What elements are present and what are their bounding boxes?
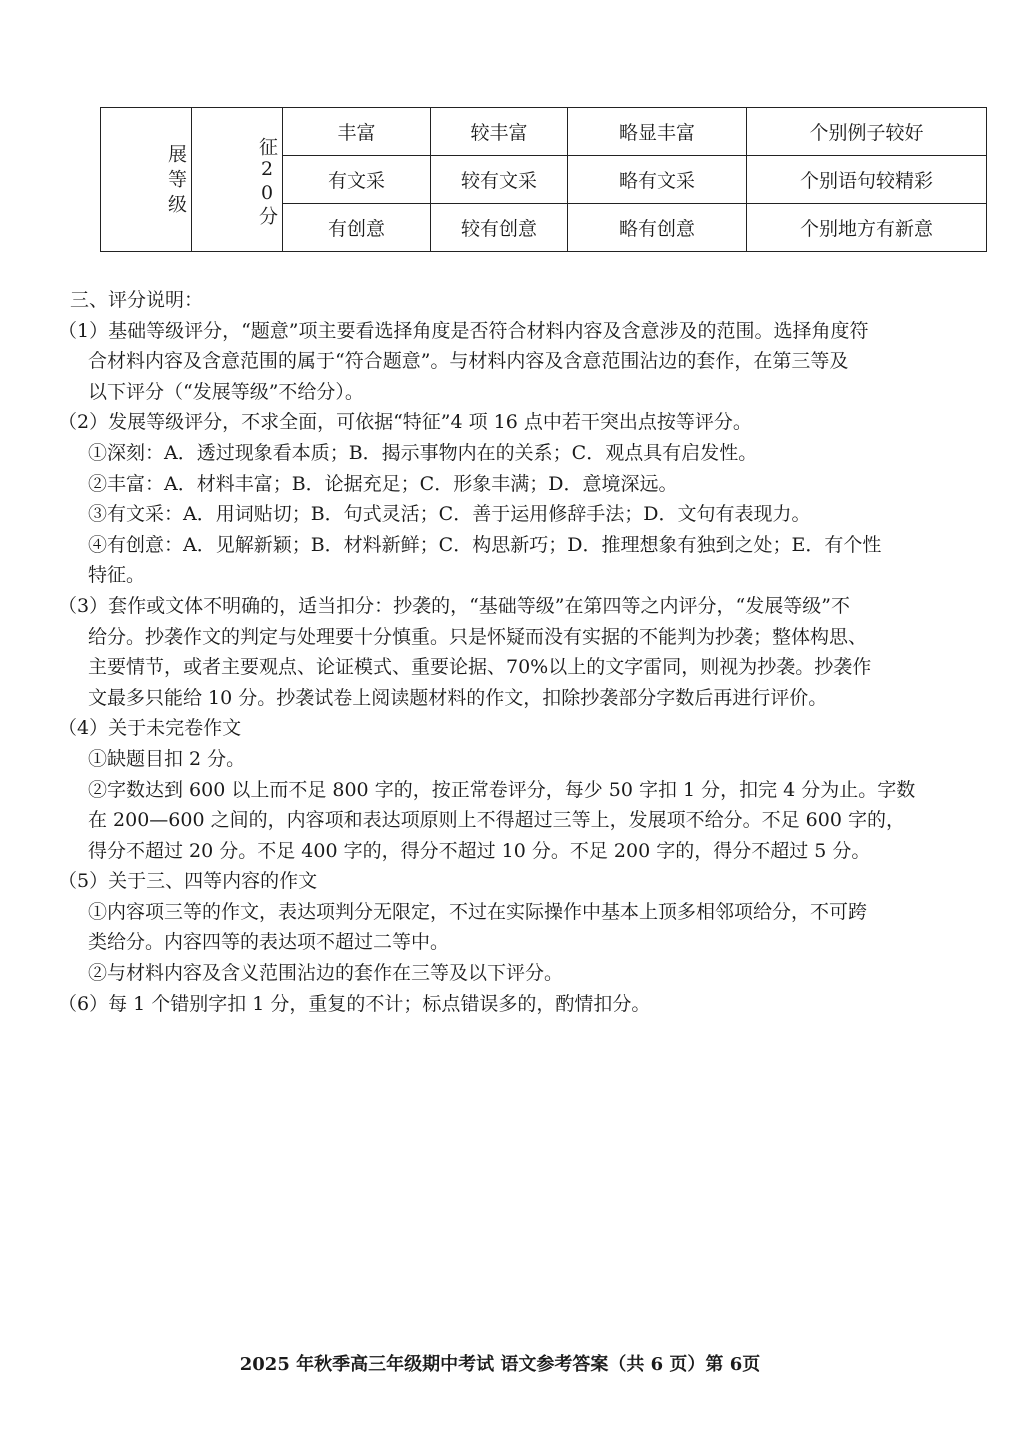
table-cell: 略有文采 xyxy=(568,156,747,204)
table-cell: 有文采 xyxy=(283,156,431,204)
text-line: 文最多只能给 10 分。抄袭试卷上阅读题材料的作文，扣除抄袭部分字数后再进行评价。 xyxy=(88,686,828,709)
text-line: 类给分。内容四等的表达项不超过二等中。 xyxy=(88,931,450,954)
text-line: （3）套作或文体不明确的，适当扣分：抄袭的，“基础等级”在第四等之内评分，“发展等级”不 xyxy=(58,594,850,617)
grading-table xyxy=(100,107,987,252)
table-cell: 略显丰富 xyxy=(568,108,747,156)
text-line: ①深刻：A．透过现象看本质；B．揭示事物内在的关系；C．观点具有启发性。 xyxy=(88,441,758,464)
text-line: 主要情节，或者主要观点、论证模式、重要论据、70%以上的文字雷同，则视为抄袭。抄袭作 xyxy=(88,656,872,679)
text-line: ①缺题目扣 2 分。 xyxy=(88,747,246,770)
text-line: （6）每 1 个错别字扣 1 分，重复的不计；标点错误多的，酌情扣分。 xyxy=(58,992,651,1015)
table-cell: 较有创意 xyxy=(431,204,568,252)
text-line: 在 200—600 之间的，内容项和表达项原则上不得超过三等上，发展项不给分。不足 600 字的， xyxy=(88,809,905,832)
text-line: ②与材料内容及含义范围沾边的套作在三等及以下评分。 xyxy=(88,962,564,985)
feature-cell: 征20分 xyxy=(192,108,283,252)
text-line: ③有文采：A．用词贴切；B．句式灵活；C．善于运用修辞手法；D．文句有表现力。 xyxy=(88,503,811,526)
text-line: 特征。 xyxy=(88,564,146,587)
table-cell: 个别地方有新意 xyxy=(747,204,987,252)
table-cell: 略有创意 xyxy=(568,204,747,252)
text-line: 给分。抄袭作文的判定与处理要十分慎重。只是怀疑而没有实据的不能判为抄袭；整体构思、 xyxy=(88,625,868,648)
category-cell: 展等级 xyxy=(101,108,192,252)
table-cell: 个别例子较好 xyxy=(747,108,987,156)
text-line: （4）关于未完卷作文 xyxy=(58,717,242,740)
text-line: ①内容项三等的作文，表达项判分无限定，不过在实际操作中基本上顶多相邻项给分，不可跨 xyxy=(88,900,868,923)
section-title: 三、评分说明： xyxy=(70,289,204,311)
table-cell: 丰富 xyxy=(283,108,431,156)
text-line: ④有创意：A．见解新颖；B．材料新鲜；C．构思新巧；D．推理想象有独到之处；E．有个性 xyxy=(88,533,882,556)
text-line: 合材料内容及含意范围的属于“符合题意”。与材料内容及含意范围沾边的套作，在第三等及 xyxy=(88,350,849,373)
table-cell: 较丰富 xyxy=(431,108,568,156)
table-cell: 个别语句较精彩 xyxy=(747,156,987,204)
text-line: 得分不超过 20 分。不足 400 字的，得分不超过 10 分。不足 200 字的，得分不超过 5 分。 xyxy=(88,839,871,862)
page-footer: 2025 年秋季高三年级期中考试 语文参考答案（共 6 页）第 6页 xyxy=(239,1354,761,1375)
text-line: （2）发展等级评分，不求全面，可依据“特征”4 项 16 点中若干突出点按等评分。 xyxy=(58,411,752,434)
table-cell: 有创意 xyxy=(283,204,431,252)
text-line: （5）关于三、四等内容的作文 xyxy=(58,870,318,893)
table-cell: 较有文采 xyxy=(431,156,568,204)
text-line: ②字数达到 600 以上而不足 800 字的，按正常卷评分，每少 50 字扣 1 分，扣完 4 分为止。字数 xyxy=(88,778,916,801)
text-line: （1）基础等级评分，“题意”项主要看选择角度是否符合材料内容及含意涉及的范围。选择角度符 xyxy=(58,319,869,342)
text-line: ②丰富：A．材料丰富；B．论据充足；C．形象丰满；D．意境深远。 xyxy=(88,472,678,495)
scoring-notes xyxy=(58,285,948,1019)
text-line: 以下评分（“发展等级”不给分）。 xyxy=(88,380,364,403)
table-row xyxy=(101,108,987,156)
